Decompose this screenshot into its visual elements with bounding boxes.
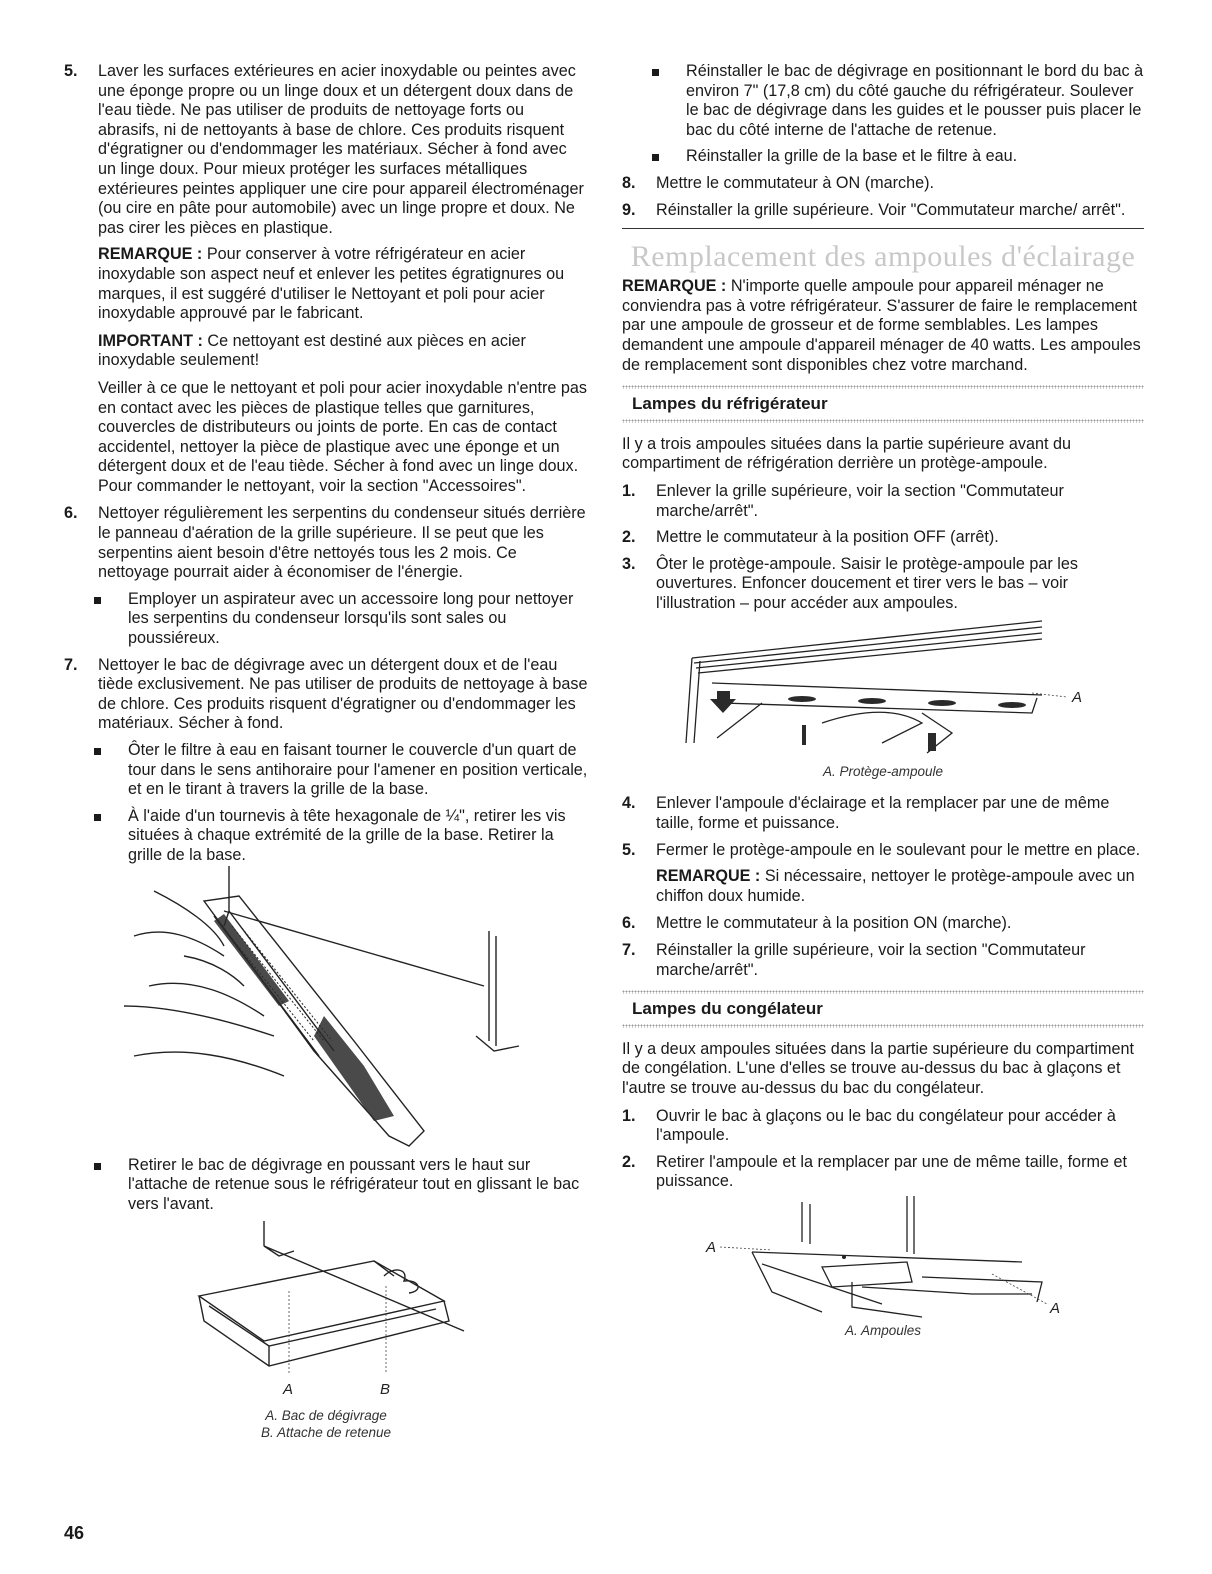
step-text: Fermer le protège-ampoule en le soulevant pour le mettre en place. bbox=[656, 840, 1141, 859]
step-5 bbox=[64, 62, 588, 238]
freezer-lamps-intro: Il y a deux ampoules situées dans la partie supérieure du compartiment de congélation. L'une d'elles se trouve au-dessus du bac à glaçons et l'autre se trouve au-dessus du bac du congélateur. bbox=[622, 1039, 1134, 1097]
step-text: Mettre le commutateur à la position OFF (arrêt). bbox=[656, 528, 999, 547]
label-a: A bbox=[283, 1381, 294, 1399]
note-label: REMARQUE : bbox=[656, 867, 761, 886]
note-text: N'importe quelle ampoule pour appareil ménager ne conviendra pas à votre réfrigérateur. S'assurer de faire le remplacement par une ampoule de grosseur et de forme semblables. Les lampes demandent une ampoule d'appareil ménager de 40 watts. Les ampoules de remplacement sont disponibles chez votre marchand. bbox=[622, 277, 1141, 374]
step-text: Mettre le commutateur à ON (marche). bbox=[656, 173, 934, 192]
bullet-base-grille: À l'aide d'un tournevis à tête hexagonale de ¼", retirer les vis situées à chaque extrémité de la grille de la base. Retirer la grille de la base. bbox=[64, 807, 588, 866]
refrigerator-lamps-intro: Il y a trois ampoules situées dans la partie supérieure avant du compartiment de réfrigération derrière un protège-ampoule. bbox=[622, 434, 1072, 473]
step-number: 4. bbox=[622, 794, 636, 813]
label-b: B bbox=[380, 1381, 391, 1399]
figure-defrost-pan bbox=[64, 1221, 588, 1421]
defrost-pan-illustration bbox=[64, 1221, 588, 1421]
left-column bbox=[64, 62, 588, 1441]
step-text: Enlever l'ampoule d'éclairage et la remplacer par une de même taille, forme et puissance. bbox=[656, 794, 1110, 833]
step-7 bbox=[64, 656, 588, 734]
step-text: Laver les surfaces extérieures en acier inoxydable ou peintes avec une éponge propre ou un linge doux et un détergent doux dans de l'eau tiède. Ne pas utiliser de produits de nettoyage forts ou abrasifs, ni de nettoyants à base de chlore. Ces produits risquent d'égratigner ou d'endommager les matériaux. Sécher à fond avec un linge doux. Pour mieux protéger les surfaces métalliques extérieures peintes appliquer une cire pour appareil électroménager (ou cire en pâte pour automobile) avec un linge propre et doux. Ne pas cirer les pièces en plastique. bbox=[98, 62, 584, 237]
light-shield-illustration bbox=[622, 613, 1144, 763]
step-text: Réinstaller la grille supérieure. Voir "Commutateur marche/ arrêt". bbox=[656, 200, 1126, 219]
subheading-refrigerator-lamps bbox=[622, 385, 1144, 423]
right-column bbox=[622, 62, 1144, 1339]
figure-light-shield bbox=[622, 613, 1144, 763]
important-text: Ce nettoyant est destiné aux pièces en acier inoxydable seulement! bbox=[98, 331, 526, 370]
step-number: 8. bbox=[622, 173, 636, 192]
step-6 bbox=[64, 504, 588, 582]
label-a-right: A bbox=[1050, 1299, 1061, 1317]
bullet-vacuum: Employer un aspirateur avec un accessoire long pour nettoyer les serpentins du condenseur lorsqu'ils sont sales ou poussiéreux. bbox=[64, 590, 588, 649]
step-number: 5. bbox=[64, 62, 78, 80]
subheading-freezer-lamps bbox=[622, 990, 1144, 1028]
step-number: 1. bbox=[622, 1106, 636, 1125]
step-number: 9. bbox=[622, 200, 636, 219]
step-number: 7. bbox=[622, 941, 636, 960]
note-remarque-bulbs bbox=[622, 277, 1144, 375]
step-1 bbox=[622, 1107, 1144, 1146]
dotted-rule bbox=[622, 419, 1144, 423]
note-remarque bbox=[64, 245, 588, 323]
note-important bbox=[64, 332, 588, 371]
step-8 bbox=[622, 174, 1144, 194]
step-number: 7. bbox=[64, 655, 78, 674]
label-a: A bbox=[1072, 689, 1083, 707]
step-text: Ouvrir le bac à glaçons ou le bac du congélateur pour accéder à l'ampoule. bbox=[656, 1106, 1116, 1145]
freezer-bulbs-illustration bbox=[622, 1192, 1144, 1322]
bullet-defrost-pan: Retirer le bac de dégivrage en poussant vers le haut sur l'attache de retenue sous le réfrigérateur tout en glissant le bac vers l'avant. bbox=[64, 1156, 588, 1215]
subheading-text: Lampes du congélateur bbox=[632, 999, 823, 1019]
step-text: Nettoyer le bac de dégivrage avec un détergent doux et de l'eau tiède exclusivement. Ne pas utiliser de produits de nettoyage à base de chlore. Ces produits risquent d'égratigner ou d'endommager les matériaux. Sécher à fond. bbox=[98, 655, 588, 733]
step-text: Retirer l'ampoule et la remplacer par une de même taille, forme et puissance. bbox=[656, 1152, 1127, 1191]
figure-base-grille bbox=[64, 866, 588, 1156]
step-1 bbox=[622, 482, 1144, 521]
subheading-text: Lampes du réfrigérateur bbox=[632, 394, 828, 414]
important-label: IMPORTANT : bbox=[98, 331, 203, 350]
base-grille-illustration bbox=[64, 866, 588, 1156]
section-divider bbox=[622, 228, 1144, 229]
note-label: REMARQUE : bbox=[98, 245, 203, 264]
cleaner-warning: Veiller à ce que le nettoyant et poli pour acier inoxydable n'entre pas en contact avec les pièces de plastique telles que garnitures, couvercles de distributeurs ou joints de porte. En cas de contact accidentel, nettoyer la pièce de plastique avec une éponge et un détergent doux et de l'eau tiède. Sécher à fond avec un linge doux. Pour commander le nettoyant, voir la section "Accessoires". bbox=[98, 378, 588, 495]
step-text: Enlever la grille supérieure, voir la section "Commutateur marche/arrêt". bbox=[656, 481, 1064, 520]
step-9 bbox=[622, 201, 1144, 221]
step-5 bbox=[622, 841, 1144, 861]
step-text: Mettre le commutateur à la position ON (marche). bbox=[656, 914, 1012, 933]
label-a-left: A bbox=[706, 1238, 717, 1256]
step-number: 2. bbox=[622, 1152, 636, 1171]
note-text: Pour conserver à votre réfrigérateur en acier inoxydable son aspect neuf et enlever les petites égratignures ou marques, il est suggéré d'utiliser le Nettoyant et poli pour acier inoxydable approuvé par le fabricant. bbox=[98, 245, 565, 323]
section-title: Remplacement des ampoules d'éclairage bbox=[630, 240, 1136, 274]
step-number: 3. bbox=[622, 554, 636, 573]
bullet-reinstall-grille: Réinstaller la grille de la base et le filtre à eau. bbox=[622, 147, 1144, 167]
figure-freezer-bulbs bbox=[622, 1192, 1144, 1322]
note-text: Si nécessaire, nettoyer le protège-ampoule avec un chiffon doux humide. bbox=[656, 867, 1135, 905]
step-2 bbox=[622, 528, 1144, 548]
note-remarque-cleaning bbox=[622, 867, 1144, 906]
step-7 bbox=[622, 941, 1144, 980]
step-number: 6. bbox=[622, 914, 636, 933]
step-6 bbox=[622, 914, 1144, 934]
caption-light-shield: A. Protège-ampoule bbox=[822, 764, 944, 780]
caption-b: B. Attache de retenue bbox=[260, 1425, 392, 1441]
step-2 bbox=[622, 1153, 1144, 1192]
bullet-water-filter: Ôter le filtre à eau en faisant tourner le couvercle d'un quart de tour dans le sens antihoraire pour l'amener en position verticale, et en le tirant à travers la grille de la base. bbox=[64, 741, 588, 800]
step-number: 2. bbox=[622, 528, 636, 547]
caption-a: A. Bac de dégivrage bbox=[265, 1408, 387, 1424]
step-number: 6. bbox=[64, 504, 78, 523]
caption-freezer-bulbs: A. Ampoules bbox=[844, 1322, 922, 1338]
step-text: Ôter le protège-ampoule. Saisir le protège-ampoule par les ouvertures. Enfoncer doucement et tirer vers le bas – voir l'illustration – pour accéder aux ampoules. bbox=[656, 554, 1078, 612]
step-number: 5. bbox=[622, 840, 636, 859]
step-number: 1. bbox=[622, 481, 636, 500]
note-label: REMARQUE : bbox=[622, 277, 727, 296]
page-number: 46 bbox=[64, 1523, 85, 1543]
step-4 bbox=[622, 794, 1144, 833]
step-text: Réinstaller la grille supérieure, voir la section "Commutateur marche/arrêt". bbox=[656, 941, 1086, 979]
step-text: Nettoyer régulièrement les serpentins du condenseur situés derrière le panneau d'aération de la grille supérieure. Il se peut que les serpentins aient besoin d'être nettoyés tous les 2 mois. Ce nettoyage pourrait aider à économiser de l'énergie. bbox=[98, 504, 586, 582]
dotted-rule bbox=[622, 1024, 1144, 1028]
step-3 bbox=[622, 555, 1144, 614]
bullet-reinstall-pan: Réinstaller le bac de dégivrage en positionnant le bord du bac à environ 7" (17,8 cm) du côté gauche du réfrigérateur. Soulever le bac de dégivrage dans les guides et le pousser puis placer le bac du côté interne de l'attache de retenue. bbox=[622, 62, 1144, 140]
